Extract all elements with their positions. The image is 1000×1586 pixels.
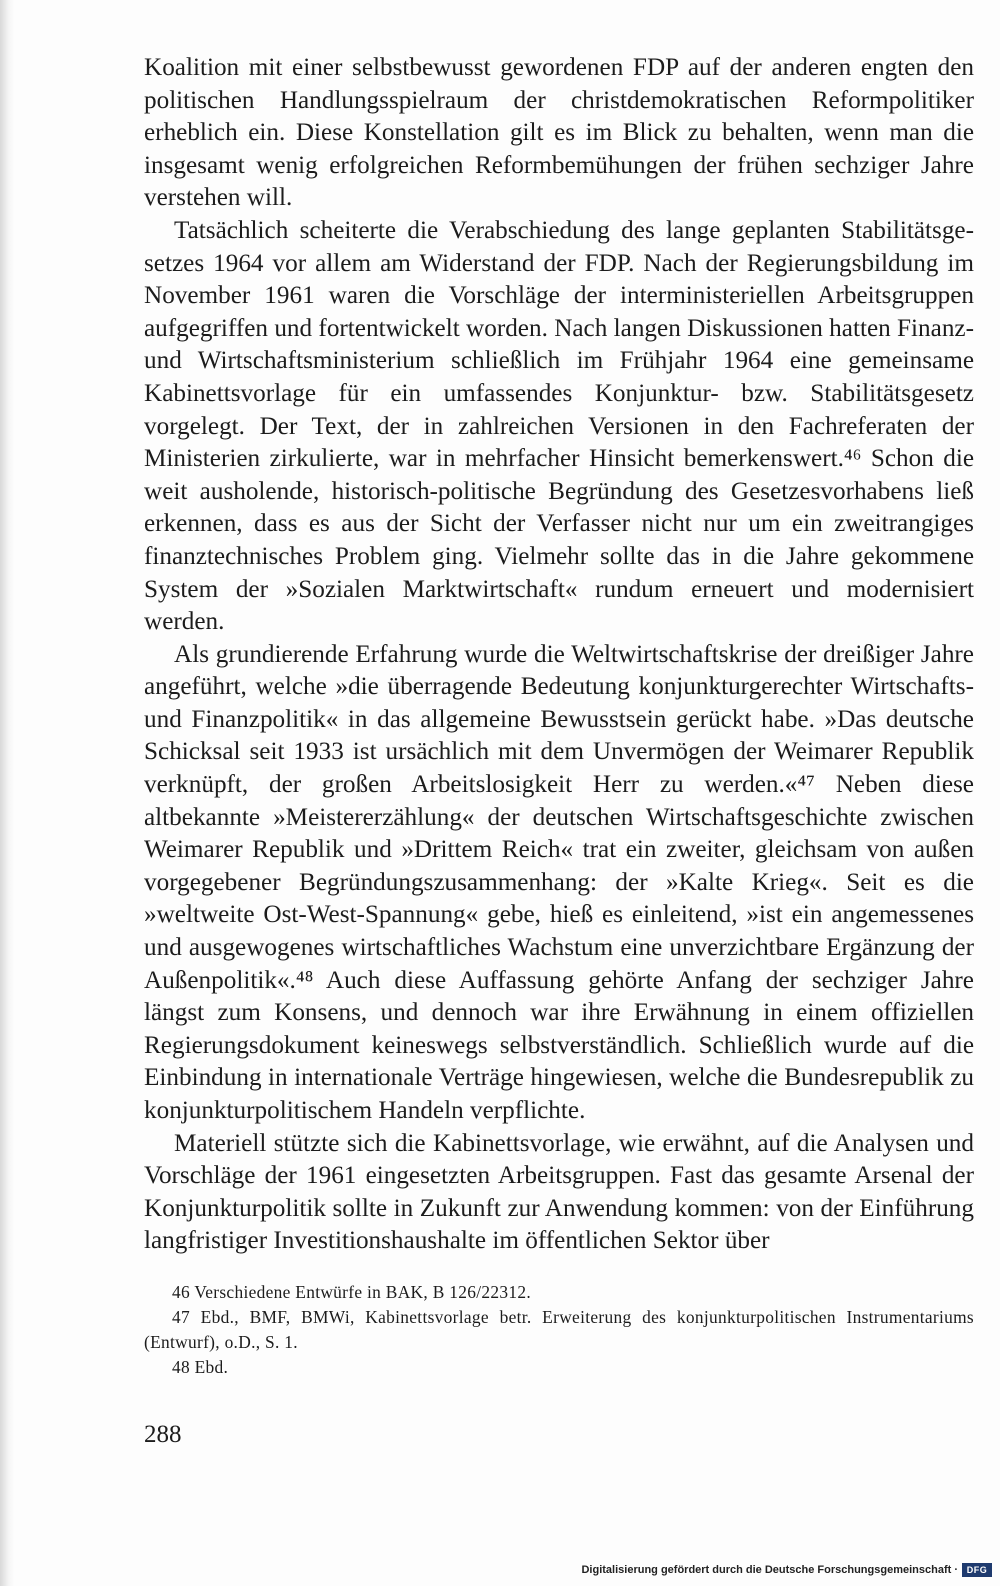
page-gutter-shadow bbox=[0, 0, 14, 1586]
body-text bbox=[144, 52, 974, 1258]
dfg-logo-icon: DFG bbox=[962, 1563, 992, 1577]
digitization-credit bbox=[581, 1560, 992, 1580]
page-number: 288 bbox=[144, 1421, 182, 1448]
paragraph-2: Tatsächlich scheiterte die Verabschiedung des lange geplanten Stabilitätsgesetzes 1964 vor allem am Widerstand der FDP. Nach der Regierungsbildung im November 1961 waren die Vorschläge der interministeriellen Arbeitsgruppen aufgegriffen und fortentwickelt worden. Nach langen Diskussionen hatten Finanz- und Wirtschaftsministerium schließlich im Frühjahr 1964 eine gemeinsame Kabinettsvorlage für ein umfassendes Konjunktur- bzw. Stabilitätsgesetz vorgelegt. Der Text, der in zahlreichen Versionen in den Fachreferaten der Ministerien zirkulierte, war in mehrfacher Hinsicht bemerkenswert.⁴⁶ Schon die weit ausholende, historisch-politische Begründung des Gesetzesvorhabens ließ erkennen, dass es aus der Sicht der Verfasser nicht nur um ein zweitrangiges finanztechnisches Problem ging. Vielmehr sollte das in die Jahre gekommene System der »Sozialen Marktwirtschaft« rundum erneuert und modernisiert werden. bbox=[144, 216, 974, 636]
paragraph-1: Koalition mit einer selbstbewusst gewordenen FDP auf der anderen engten den politischen Handlungsspielraum der christdemokratischen Reformpolitiker erheblich ein. Diese Konstellation gilt es im Blick zu behalten, wenn man die insgesamt wenig erfolgreichen Reformbemühungen der frühen sechziger Jahre verstehen will. bbox=[144, 54, 974, 212]
paragraph-3: Als grundierende Erfahrung wurde die Weltwirtschaftskrise der dreißiger Jahre angeführt, welche »die überragende Bedeutung konjunkturgerechter Wirtschafts- und Finanzpolitik« in das allgemeine Bewusstsein gerückt habe. »Das deutsche Schicksal seit 1933 ist ursächlich mit dem Unvermögen der Weimarer Republik verknüpft, der großen Arbeitslosigkeit Herr zu werden.«⁴⁷ Neben diese altbekannte »Meistererzählung« der deutschen Wirtschaftsgeschichte zwischen Weimarer Republik und »Drittem Reich« trat ein zweiter, gleichsam von außen vorgegebener Begründungszusammenhang: der »Kalte Krieg«. Seit es die »weltweite Ost-West-Spannung« gebe, hieß es einleitend, »ist ein angemessenes und ausgewogenes wirtschaftliches Wachstum eine unverzichtbare Ergänzung der Außenpolitik«.⁴⁸ Auch diese Auffassung gehörte Anfang der sechziger Jahre längst zum Konsens, und dennoch war ihre Erwähnung in einem offiziellen Regierungsdokument keineswegs selbstverständlich. Schließlich wurde auf die Einbindung in internationale Verträge hingewiesen, welche die Bundesrepublik zu konjunkturpolitischem Handeln verpflichte. bbox=[144, 640, 974, 1124]
footnote-46: 46 Verschiedene Entwürfe in BAK, B 126/22312. bbox=[172, 1282, 532, 1302]
footnote-48: 48 Ebd. bbox=[172, 1357, 229, 1377]
footnotes bbox=[144, 1280, 974, 1380]
footnote-47: 47 Ebd., BMF, BMWi, Kabinettsvorlage betr. Erweiterung des konjunkturpolitischen Instrumentariums (Entwurf), o.D., S. 1. bbox=[144, 1307, 974, 1352]
paragraph-4: Materiell stützte sich die Kabinettsvorlage, wie erwähnt, auf die Analysen und Vorschläge der 1961 eingesetzten Arbeitsgruppen. Fast das gesamte Arsenal der Konjunkturpolitik sollte in Zukunft zur Anwendung kommen: von der Einführung langfristiger Investitionshaushalte im öffentlichen Sektor über bbox=[144, 1129, 974, 1255]
digitization-credit-text: Digitalisierung gefördert durch die Deutsche Forschungsgemeinschaft · bbox=[581, 1564, 958, 1576]
